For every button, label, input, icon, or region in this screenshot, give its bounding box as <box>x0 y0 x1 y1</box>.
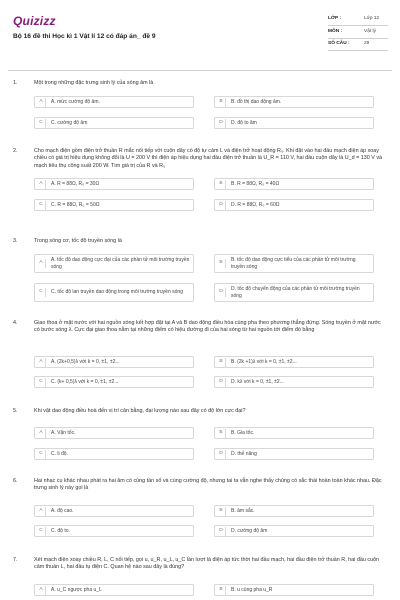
option-d[interactable] <box>214 283 374 302</box>
option-letter: B <box>217 358 226 367</box>
option-text: B. tốc độ dao động cực tiểu của các phần tử môi trường truyền sóng <box>231 256 356 270</box>
option-letter: B <box>217 98 226 107</box>
option-text: B. đồ thị dao động âm. <box>231 98 282 105</box>
option-b[interactable] <box>214 254 374 273</box>
option-b[interactable] <box>214 505 374 517</box>
option-letter: B <box>217 507 226 516</box>
option-a[interactable] <box>34 427 194 439</box>
option-letter: A <box>37 180 46 189</box>
meta-row-subject <box>328 27 388 39</box>
meta-value: 29 <box>364 41 370 47</box>
option-b[interactable] <box>214 356 374 368</box>
option-text: A. Vận tốc. <box>51 429 76 436</box>
option-letter: B <box>217 180 226 189</box>
question-number: 3. <box>13 238 18 244</box>
option-letter: C <box>37 288 46 297</box>
option-text: C. cường độ âm <box>51 119 88 126</box>
meta-label: LỚP : <box>328 16 342 22</box>
option-letter: D <box>217 288 226 297</box>
option-text: C. li độ. <box>51 450 68 457</box>
question-number: 4. <box>13 320 18 326</box>
option-letter: D <box>217 527 226 536</box>
meta-label: MÔN : <box>328 28 343 34</box>
option-text: D. R = 88Ω, R₀ = 60Ω <box>231 201 280 208</box>
option-text: D. độ to âm <box>231 119 257 126</box>
question-text: Khi vật dao động điều hoà đến vị trí cân bằng, đại lượng nào sau đây có độ lớn cực đại? <box>34 408 246 414</box>
option-letter: B <box>217 429 226 438</box>
option-a[interactable] <box>34 96 194 108</box>
option-text: D. thế năng <box>231 450 257 457</box>
option-letter: B <box>217 586 226 595</box>
option-letter: D <box>217 450 226 459</box>
option-text: B. Gia tốc. <box>231 429 255 436</box>
option-c[interactable] <box>34 199 194 211</box>
option-letter: D <box>217 201 226 210</box>
option-a[interactable] <box>34 356 194 368</box>
option-text: B. âm sắc. <box>231 507 255 514</box>
option-text: D. kλ với k = 0, ±1, ±2... <box>231 378 284 385</box>
question-text: Trong sóng cơ, tốc độ truyền sóng là <box>34 238 122 244</box>
question-number: 5. <box>13 408 18 414</box>
question-text: Một trong những đặc trưng sinh lý của sóng âm là <box>34 80 154 86</box>
option-letter: A <box>37 586 46 595</box>
option-letter: C <box>37 201 46 210</box>
question-number: 7. <box>13 557 18 563</box>
question-text: Cho mạch điện gồm điện trở thuần R mắc nối tiếp với cuộn dây có độ tự cảm L và điện trở hoạt động R₀. Khi đặt vào hai đầu mạch điện áp xoay chiều có giá trị hiệu dụng không đổi là U = 200 V thì điện áp hiệu dụng hai đầu điện trở thuần là U_R = 110 V, hai đầu cuộn dây là U_d = 130 V và mạch tiêu thụ công suất 200 W. Tìm giá trị của R và R₀ <box>34 148 383 169</box>
option-a[interactable] <box>34 584 194 596</box>
option-c[interactable] <box>34 448 194 460</box>
option-letter: D <box>217 378 226 387</box>
option-text: A. tốc độ dao động cực đại của các phần tử môi trường truyền sóng <box>51 256 190 270</box>
option-letter: C <box>37 119 46 128</box>
option-c[interactable] <box>34 376 194 388</box>
option-text: A. R = 88Ω, R₀ = 30Ω <box>51 180 100 187</box>
option-text: B. R = 88Ω, R₀ = 40Ω <box>231 180 280 187</box>
meta-row-count <box>328 39 388 51</box>
option-text: D. tốc độ chuyển động của các phần tử môi trường truyền sóng <box>231 285 360 299</box>
option-b[interactable] <box>214 178 374 190</box>
option-letter: A <box>37 429 46 438</box>
option-letter: A <box>37 98 46 107</box>
option-b[interactable] <box>214 427 374 439</box>
option-c[interactable] <box>34 525 194 537</box>
option-letter: C <box>37 527 46 536</box>
option-a[interactable] <box>34 505 194 517</box>
option-text: C. R = 88Ω, R₀ = 50Ω <box>51 201 100 208</box>
option-text: A. độ cao. <box>51 507 74 514</box>
option-letter: A <box>37 507 46 516</box>
option-letter: D <box>217 119 226 128</box>
option-b[interactable] <box>214 584 374 596</box>
question-number: 1. <box>13 80 18 86</box>
option-text: A. u_C ngược pha u_L <box>51 586 102 593</box>
option-text: B. (2k +1)λ với k = 0, ±1, ±2... <box>231 358 297 365</box>
option-letter: C <box>37 450 46 459</box>
meta-value: Lớp 12 <box>364 16 380 22</box>
option-a[interactable] <box>34 178 194 190</box>
option-d[interactable] <box>214 199 374 211</box>
option-text: C. độ to. <box>51 527 70 534</box>
question-text: Hai nhạc cụ khác nhau phát ra hai âm có cùng tần số và cùng cường độ, nhưng tai ta vẫn nghe thấy chúng có sắc thái hoàn toàn khác nhau. Đặc trưng sinh lý này gọi là <box>34 478 382 492</box>
option-d[interactable] <box>214 117 374 129</box>
option-d[interactable] <box>214 525 374 537</box>
option-d[interactable] <box>214 376 374 388</box>
option-text: D. cường độ âm <box>231 527 268 534</box>
option-b[interactable] <box>214 96 374 108</box>
option-letter: C <box>37 378 46 387</box>
meta-label: SỐ CÂU : <box>328 41 350 47</box>
option-text: B. u cùng pha u_R <box>231 586 273 593</box>
option-text: A. (2k+0,5)λ với k = 0, ±1, ±2... <box>51 358 120 365</box>
option-letter: A <box>37 358 46 367</box>
document-header <box>0 0 400 70</box>
option-text: A. mức cường độ âm. <box>51 98 100 105</box>
quizizz-logo: Quizizz <box>13 14 56 28</box>
question-text: Xét mạch điện xoay chiều R, L, C nối tiếp, gọi u, u_R, u_L, u_C lần lượt là điện áp tức thời hai đầu mạch, hai đầu điện trở thuần R, hai đầu cuộn cảm thuần L, hai đầu tụ điện C. Quan hệ nào sau đây là đúng? <box>34 557 380 571</box>
question-number: 6. <box>13 478 18 484</box>
page-title: Bộ 16 đề thi Học kì 1 Vật lí 12 có đáp án_ đề 9 <box>13 33 156 40</box>
option-letter: B <box>217 259 226 268</box>
option-a[interactable] <box>34 254 194 273</box>
option-d[interactable] <box>214 448 374 460</box>
option-text: C. (k+ 0,5)λ với k = 0, ±1, ±2... <box>51 378 119 385</box>
header-divider <box>8 70 392 71</box>
option-text: C. tốc độ lan truyền dao động trong môi trường truyền sóng <box>51 289 183 296</box>
question-number: 2. <box>13 148 18 154</box>
quiz-meta <box>328 14 388 52</box>
meta-value: Vật lý <box>364 28 376 34</box>
question-text: Giao thoa ở mặt nước với hai nguồn sóng kết hợp đặt tại A và B dao động điều hòa cùng pha theo phương thẳng đứng. Sóng truyền ở mặt nước có bước sóng λ. Cực đại giao thoa nằm tại những điểm có hiệu đường đi của hai sóng từ hai nguồn tới điểm đó bằng <box>34 320 381 334</box>
option-c[interactable] <box>34 283 194 302</box>
option-c[interactable] <box>34 117 194 129</box>
option-letter: A <box>37 259 46 268</box>
meta-row-class <box>328 14 388 26</box>
